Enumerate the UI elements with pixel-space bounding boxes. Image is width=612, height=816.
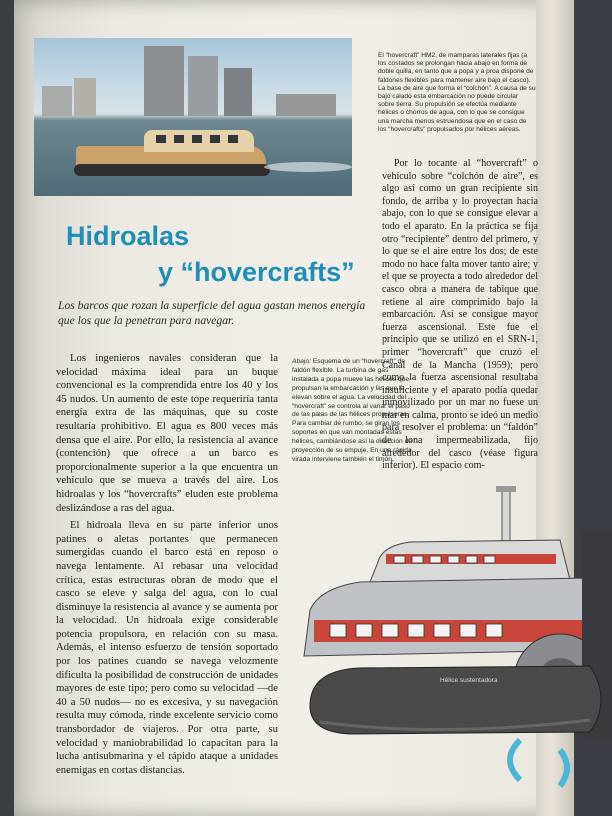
diagram-label: Hélice sustentadora [440, 677, 498, 684]
article-title [66, 218, 366, 290]
body-column-right [382, 158, 538, 473]
title-line-2: y “hovercrafts” [158, 257, 355, 287]
body-paragraph: Los ingenieros navales consideran que la velocidad máxima ideal para un buque convencional es la comprendida entre los 40 y los 45 nudos. Un aumento de este tope requeriría tanta energía extra de las máquinas, que su coste resultaría prohibitivo. El agua es 800 veces más densa que el aire. Por ello, la resistencia al avance (contención) que ofrece a un barco es proporcionalmente superior a la que encuentra un vehículo que se mueva a través del aire. Los hidroalas y los “hovercrafts” eluden este problema deslizándose a ras del agua. [56, 352, 278, 514]
body-column-left [56, 352, 278, 781]
caption-text: Esquema de un “hovercraft” de faldón flexible. La turbina de gas instalada a popa mueve las hélices que propulsan la embarcación y las que la elevan sobre el agua. La velocidad del “hovercraft” se controla al variar el paso de las palas de las hélices propulsoras. Para cambiar de rumbo, se giran los soportes en que van montadas estas hélices, cambiándose así la dirección de proyección de su empuje. En una rápida virada interviene también el timón. [292, 358, 413, 463]
body-paragraph: El hidroala lleva en su parte inferior unos patines o aletas portantes que permanecen sumergidas cuando el barco está en reposo o navega lentamente. Al rebasar una velocidad crítica, estas estructuras obran de modo que el casco se eleve y salga del agua, con lo cual disminuye la resistencia al avance y se aumenta por la velocidad. Un hidroala exige considerable potencia propulsora, en relación con su masa. Además, el intenso esfuerzo de tensión soportado por los patines cuando se navega velozmente dificulta la posibilidad de construcción de unidades mayores de este tipo; pero como su velocidad —de 40 a 50 nudos— no es excesiva, y su navegación resulta muy cómoda, rinde excelente servicio como transbordador de viajeros. Por otra parte, su velocidad y maniobrabilidad lo capacitan para la lucha antisubmarina y el rápido ataque a unidades enemigas en cortas distancias. [56, 519, 278, 776]
hovercraft-photo [34, 38, 352, 196]
lead-paragraph: Los barcos que rozan la superficie del agua gastan menos energía que los que la penetran para navegar. [58, 299, 366, 327]
caption-label: Abajo: [292, 358, 311, 365]
title-line-1: Hidroalas [66, 221, 190, 251]
hovercraft-diagram [290, 470, 612, 816]
body-paragraph: Por lo tocante al “hovercraft” o vehículo sobre “colchón de aire”, es algo así como un gran recipiente sin fondo, de arriba y lo proyectan hacia abajo, con lo que se consigue elevar a todo el aparato. En la práctica se fija otro “recipiente” dentro del primero, y lo que se el aire entre los dos; de este modo no hace falta mover tanto aire; y el que se proyecta a todo alrededor del casco obra a manera de tabique que retiene al aire comprimido bajo la embarcación. Así se consigue mayor fuerza ascensional. Este fue el principio que se utilizó en el SRN-1, primer “hovercraft” que cruzó el Canal de la Mancha (1959); pero como la fuerza ascensional resultaba insuficiente y el aparato podía quedar inmovilizado por un mar no fuese un mar en calma, pronto se ideó un medio para resolver el problema: un “faldón” de lona impermeabilizada, fijo alrededor del casco (véase figura inferior). El espacio com- [382, 158, 538, 472]
photo-caption: El “hovercraft” HM2, de mamparas laterales fijas (a los costados se prolongan hacia abajo en forma de doble quilla, en tanto que a popa y a proa dispone de faldones flexibles para mantener aire bajo el casco). La base de aire que forma el “colchón”. A causa de su bajo calado esta embarcación no puede circular sobre tierra. Su propulsión se efectúa mediante hélices o chorros de agua, con lo que se consigue una marcha menos estruendosa que en el caso de los “hovercrafts” propulsados por hélices aéreas. [378, 52, 536, 133]
